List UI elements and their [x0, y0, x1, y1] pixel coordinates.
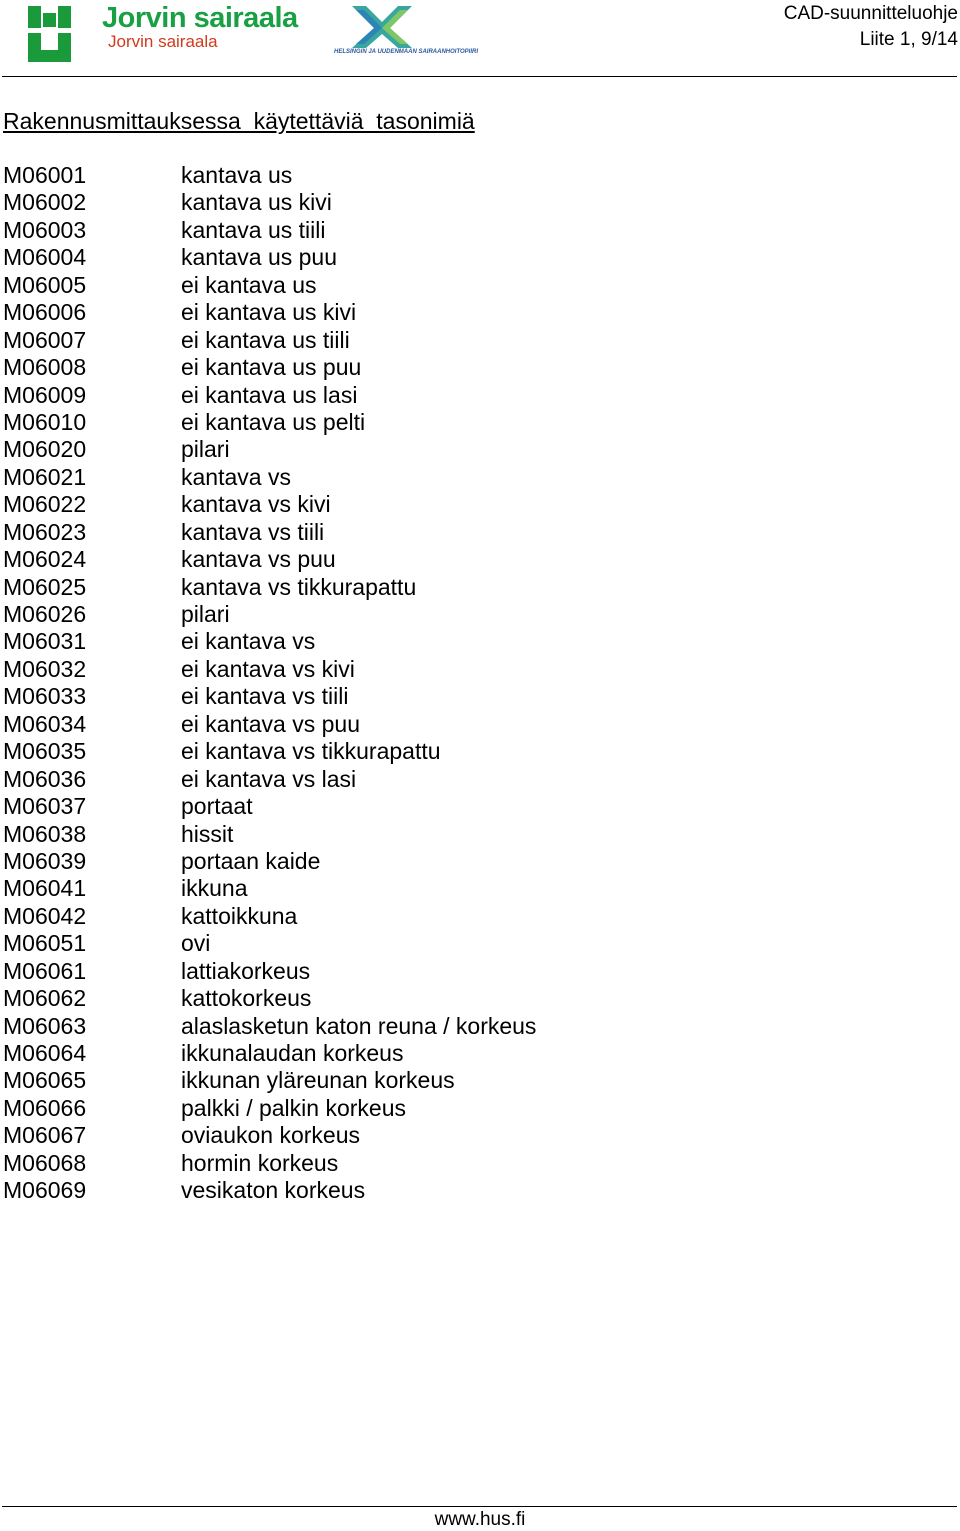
layer-row [3, 244, 703, 271]
layer-code: M06020 [3, 436, 87, 463]
layer-row [3, 436, 703, 463]
footer-divider [2, 1506, 957, 1507]
layer-code: M06022 [3, 491, 87, 518]
layer-name: ei kantava us pelti [181, 408, 366, 435]
layer-name: ei kantava vs tikkurapattu [181, 738, 441, 765]
layer-row [3, 738, 703, 765]
layer-row [3, 189, 703, 216]
jorvin-logo-text: Jorvin sairaala [102, 2, 298, 34]
layer-name: palkki / palkin korkeus [181, 1094, 406, 1121]
layer-row [3, 930, 703, 957]
layer-code: M06032 [3, 655, 87, 682]
layer-row [3, 821, 703, 848]
page-indicator: Liite 1, 9/14 [859, 29, 958, 50]
layer-name: ovi [181, 930, 211, 957]
layer-code: M06035 [3, 738, 87, 765]
layer-name: oviaukon korkeus [181, 1122, 360, 1149]
layer-row [3, 903, 703, 930]
layer-name: kantava us puu [181, 244, 338, 271]
layer-row [3, 1067, 703, 1094]
layer-row [3, 875, 703, 902]
layer-name: ei kantava vs tiili [181, 683, 349, 710]
layer-name: kantava vs tiili [181, 518, 325, 545]
layer-row [3, 1095, 703, 1122]
layer-row [3, 464, 703, 491]
layer-code: M06024 [3, 546, 87, 573]
jorvin-logo [28, 4, 328, 64]
layer-code: M06063 [3, 1012, 87, 1039]
layer-code: M06023 [3, 518, 87, 545]
layer-code: M06041 [3, 875, 87, 902]
layer-row [3, 683, 703, 710]
layer-code: M06061 [3, 957, 87, 984]
layer-code: M06038 [3, 820, 87, 847]
page-header [0, 0, 960, 80]
layer-row [3, 1122, 703, 1149]
layer-row [3, 217, 703, 244]
layer-row [3, 546, 703, 573]
layer-name: kantava vs puu [181, 546, 336, 573]
layer-row [3, 985, 703, 1012]
layer-row [3, 628, 703, 655]
jorvin-u-logo-icon [28, 6, 72, 62]
layer-code: M06068 [3, 1149, 87, 1176]
layer-code: M06007 [3, 326, 87, 353]
layer-name: ei kantava vs [181, 628, 316, 655]
hus-cross-icon [334, 4, 430, 50]
layer-row [3, 491, 703, 518]
layer-row [3, 299, 703, 326]
layer-name: alaslasketun katon reuna / korkeus [181, 1012, 537, 1039]
layer-name: kantava vs [181, 463, 291, 490]
layer-name: kattokorkeus [181, 985, 312, 1012]
layer-row [3, 848, 703, 875]
layer-code: M06009 [3, 381, 87, 408]
layer-row [3, 1177, 703, 1204]
layer-code: M06010 [3, 408, 87, 435]
layer-code: M06002 [3, 189, 87, 216]
layer-code: M06065 [3, 1067, 87, 1094]
layer-row [3, 793, 703, 820]
layer-name: ei kantava us puu [181, 354, 362, 381]
layer-name: lattiakorkeus [181, 957, 311, 984]
layer-list [3, 162, 703, 1205]
layer-code: M06006 [3, 299, 87, 326]
layer-row [3, 519, 703, 546]
layer-code: M06039 [3, 847, 87, 874]
document-title: CAD-suunnitteluohje [783, 3, 958, 24]
layer-row [3, 409, 703, 436]
layer-code: M06008 [3, 354, 87, 381]
layer-row [3, 354, 703, 381]
layer-name: pilari [181, 601, 230, 627]
footer-url: www.hus.fi [434, 1509, 526, 1530]
layer-name: kantava us kivi [181, 189, 332, 216]
layer-code: M06064 [3, 1040, 87, 1066]
layer-name: ei kantava us tiili [181, 326, 350, 353]
layer-row [3, 574, 703, 601]
layer-name: ei kantava vs kivi [181, 655, 355, 682]
layer-row [3, 272, 703, 299]
layer-name: pilari [181, 436, 230, 463]
layer-name: ikkunalaudan korkeus [181, 1040, 404, 1066]
layer-row [3, 327, 703, 354]
header-divider [2, 76, 957, 77]
layer-name: ei kantava us [181, 271, 317, 298]
layer-code: M06025 [3, 573, 87, 600]
layer-row [3, 1150, 703, 1177]
layer-name: ei kantava vs lasi [181, 765, 357, 792]
layer-row [3, 656, 703, 683]
layer-code: M06033 [3, 683, 87, 710]
layer-row [3, 601, 703, 628]
layer-row [3, 382, 703, 409]
layer-code: M06031 [3, 628, 87, 655]
layer-code: M06036 [3, 765, 87, 792]
layer-code: M06034 [3, 710, 87, 737]
layer-row [3, 162, 703, 189]
layer-name: portaan kaide [181, 847, 321, 874]
layer-name: ikkuna [181, 875, 248, 902]
layer-code: M06051 [3, 930, 87, 957]
layer-code: M06005 [3, 271, 87, 298]
layer-code: M06069 [3, 1177, 87, 1204]
layer-row [3, 958, 703, 985]
layer-code: M06004 [3, 244, 87, 271]
hus-logo [334, 4, 479, 64]
layer-name: kantava us [181, 162, 293, 188]
layer-name: ikkunan yläreunan korkeus [181, 1067, 455, 1094]
layer-code: M06066 [3, 1094, 87, 1121]
layer-name: hormin korkeus [181, 1149, 339, 1176]
layer-code: M06042 [3, 902, 87, 929]
hus-logo-text: HELSINGIN JA UUDENMAAN SAIRAANHOITOPIIRI [334, 49, 479, 55]
layer-name: kattoikkuna [181, 902, 298, 929]
layer-code: M06067 [3, 1122, 87, 1149]
layer-name: vesikaton korkeus [181, 1177, 366, 1204]
layer-name: ei kantava vs puu [181, 710, 361, 737]
layer-name: ei kantava us kivi [181, 299, 357, 326]
layer-code: M06026 [3, 601, 87, 627]
layer-name: kantava vs kivi [181, 491, 331, 518]
layer-row [3, 711, 703, 738]
section-title: Rakennusmittauksessa käytettäviä tasonimiä [3, 108, 475, 134]
layer-row [3, 766, 703, 793]
layer-code: M06021 [3, 463, 87, 490]
layer-name: ei kantava us lasi [181, 381, 358, 408]
layer-name: kantava us tiili [181, 216, 326, 243]
layer-row [3, 1013, 703, 1040]
layer-name: hissit [181, 820, 234, 847]
layer-code: M06003 [3, 216, 87, 243]
layer-code: M06037 [3, 793, 87, 820]
layer-name: kantava vs tikkurapattu [181, 573, 417, 600]
layer-code: M06062 [3, 985, 87, 1012]
layer-row [3, 1040, 703, 1067]
jorvin-logo-subtext: Jorvin sairaala [108, 32, 218, 51]
layer-code: M06001 [3, 162, 87, 188]
layer-name: portaat [181, 793, 253, 820]
